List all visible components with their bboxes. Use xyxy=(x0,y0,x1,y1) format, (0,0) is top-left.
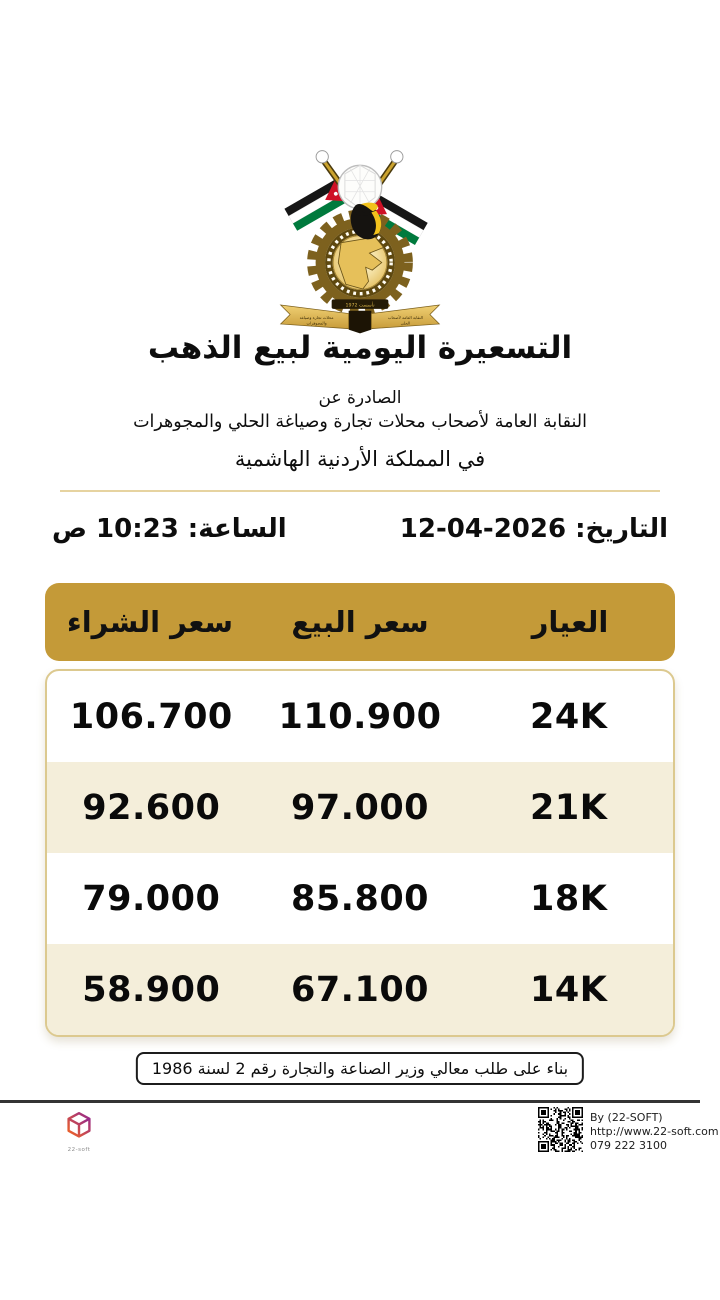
column-header-buy: سعر الشراء xyxy=(66,605,234,639)
subtitle-kingdom: في المملكة الأردنية الهاشمية xyxy=(234,447,486,471)
footer-divider xyxy=(0,1100,700,1103)
gold-price-table xyxy=(45,583,675,1037)
column-header-sell: سعر البيع xyxy=(291,605,429,639)
ribbon-left-text-1: محلات تجارة وصياغة xyxy=(299,315,334,321)
karat-value: 14K xyxy=(530,969,608,1010)
column-header-karat: العيار xyxy=(531,605,609,639)
vendor-url: http://www.22-soft.com xyxy=(590,1125,719,1138)
table-body xyxy=(45,669,675,1037)
table-header-row xyxy=(45,583,675,661)
brand-logo xyxy=(58,1110,100,1153)
ribbon-left-text-2: والمجوهرات xyxy=(306,320,327,326)
buy-price: 58.900 xyxy=(82,969,221,1010)
datetime-row xyxy=(52,514,668,544)
regulation-note: بناء على طلب معالي وزير الصناعة والتجارة رقم 2 لسنة 1986 xyxy=(136,1052,584,1085)
time-value: 10:23 ص xyxy=(52,514,179,544)
ribbon-right-text-1: النقابة العامة لأصحاب xyxy=(387,315,423,321)
brand-label: 22-soft xyxy=(67,1147,91,1153)
vendor-phone: 079 222 3100 xyxy=(590,1139,667,1152)
date-pair xyxy=(400,514,668,544)
sell-price: 85.800 xyxy=(290,878,430,919)
vendor-credit xyxy=(538,1107,719,1153)
table-row xyxy=(47,762,673,853)
heading-divider xyxy=(60,490,660,492)
vendor-by: By (22-SOFT) xyxy=(590,1111,663,1124)
sell-price: 110.900 xyxy=(278,696,442,737)
subtitle-syndicate-name: النقابة العامة لأصحاب محلات تجارة وصياغة الحلي والمجوهرات xyxy=(133,412,587,432)
ribbon-right-text-2: الحلي xyxy=(400,320,411,326)
sell-price: 97.000 xyxy=(290,787,430,828)
syndicate-emblem xyxy=(275,142,445,334)
pearl-sphere-icon xyxy=(338,165,381,208)
time-label: الساعة: xyxy=(187,514,287,544)
page-title: التسعيرة اليومية لبيع الذهب xyxy=(147,330,573,366)
table-row xyxy=(47,671,673,762)
cube-logo-icon xyxy=(62,1110,96,1142)
date-label: التاريخ: xyxy=(575,514,668,544)
table-row xyxy=(47,944,673,1035)
time-pair xyxy=(52,514,287,544)
vendor-text xyxy=(590,1107,719,1153)
table-row xyxy=(47,853,673,944)
establishment-band xyxy=(332,299,389,308)
subtitle-issued-by: الصادرة عن xyxy=(318,388,402,408)
karat-value: 18K xyxy=(530,878,608,919)
sell-price: 67.100 xyxy=(290,969,430,1010)
syndicate-emblem-graphic xyxy=(275,142,445,334)
karat-value: 21K xyxy=(530,787,608,828)
buy-price: 79.000 xyxy=(82,878,221,919)
buy-price: 106.700 xyxy=(69,696,233,737)
karat-value: 24K xyxy=(530,696,608,737)
qr-code-icon xyxy=(538,1107,583,1152)
date-value: 12-04-2026 xyxy=(399,514,567,544)
est-year-label: تأسست 1972 xyxy=(345,303,375,309)
buy-price: 92.600 xyxy=(82,787,221,828)
